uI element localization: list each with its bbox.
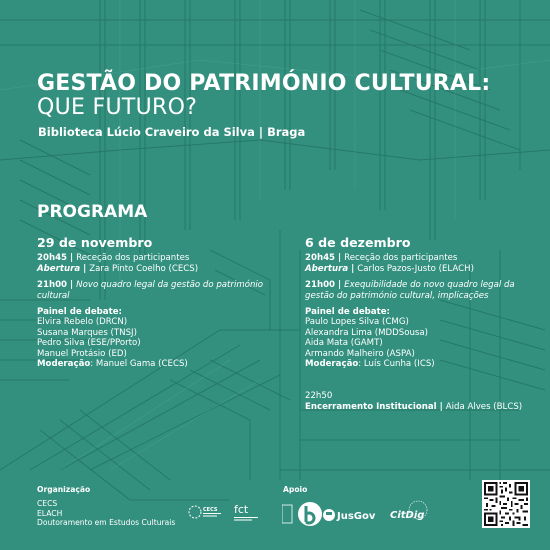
- fct-mark-icon: [232, 500, 262, 524]
- citdig-mark-icon: [388, 500, 436, 526]
- day2-panelist: Paulo Lopes Silva (CMG): [305, 317, 409, 328]
- organization-heading: Organização: [37, 485, 91, 494]
- day2-opening: Abertura | Carlos Pazos-Justo (ELACH): [305, 263, 474, 274]
- day2-column: [305, 235, 537, 412]
- jusgov-mark-icon: [322, 505, 384, 525]
- event-venue: Biblioteca Lúcio Craveiro da Silva | Braga: [38, 125, 306, 139]
- qr-code-icon: [482, 480, 530, 528]
- library-logo: [282, 501, 322, 527]
- svg-text:JusGov: JusGov: [337, 511, 376, 522]
- organization-list: [37, 499, 175, 528]
- fct-logo: [232, 500, 262, 524]
- day2-panelist: Aida Mata (GAMT): [305, 338, 383, 349]
- day1-date: 29 de novembro: [37, 235, 153, 250]
- day1-session1: 20h45 | Receção dos participantes: [37, 253, 190, 264]
- day2-panel-label: Painel de debate:: [305, 307, 390, 318]
- svg-text:CECS: CECS: [203, 507, 218, 513]
- day1-column: [37, 235, 287, 370]
- day2-panelist: Alexandra Lima (MDDSousa): [305, 327, 428, 338]
- day2-date: 6 de dezembro: [305, 235, 411, 250]
- qr-code: [482, 480, 530, 528]
- day2-panelist: Armando Malheiro (ASPA): [305, 348, 415, 359]
- organization-item: Doutoramento em Estudos Culturais: [37, 518, 176, 528]
- library-b-icon: [282, 501, 322, 527]
- day2-closing-time: 22h50: [305, 391, 333, 402]
- programa-heading: PROGRAMA: [37, 202, 148, 222]
- event-title: GESTÃO DO PATRIMÓNIO CULTURAL:: [37, 71, 491, 96]
- support-heading: Apoio: [283, 485, 308, 494]
- day1-moderation: Moderação: Manuel Gama (CECS): [37, 359, 188, 370]
- day2-closing: Encerramento Institucional | Aida Alves (BLCS): [305, 401, 523, 412]
- day1-opening: Abertura | Zara Pinto Coelho (CECS): [37, 263, 199, 274]
- event-subtitle: QUE FUTURO?: [37, 95, 198, 120]
- day2-session2: 21h00 | Exequibilidade do novo quadro legal da gestão do património cultural, implicações: [305, 280, 515, 301]
- svg-text:CitDig: CitDig: [390, 510, 425, 521]
- day2-session1: 20h45 | Receção dos participantes: [305, 253, 458, 264]
- cecs-emblem-icon: [188, 502, 226, 522]
- day1-panelist: Susana Marques (TNSJ): [37, 327, 137, 338]
- day1-panel-label: Painel de debate:: [37, 307, 122, 318]
- day1-session2: 21h00 | Novo quadro legal da gestão do património cultural: [37, 280, 264, 301]
- svg-text:fct: fct: [234, 503, 249, 516]
- day2-moderation: Moderação: Luís Cunha (ICS): [305, 359, 435, 370]
- day1-panelist: Elvira Rebelo (DRCN): [37, 317, 128, 328]
- organization-item: CECS: [37, 499, 58, 508]
- jusgov-logo: [322, 505, 384, 525]
- day1-panelist: Pedro Silva (ESE/PPorto): [37, 338, 141, 349]
- cecs-logo: [188, 502, 226, 522]
- day1-panelist: Manuel Protásio (ED): [37, 348, 127, 359]
- organization-item: ELACH: [37, 508, 63, 518]
- citdig-logo: [388, 500, 436, 526]
